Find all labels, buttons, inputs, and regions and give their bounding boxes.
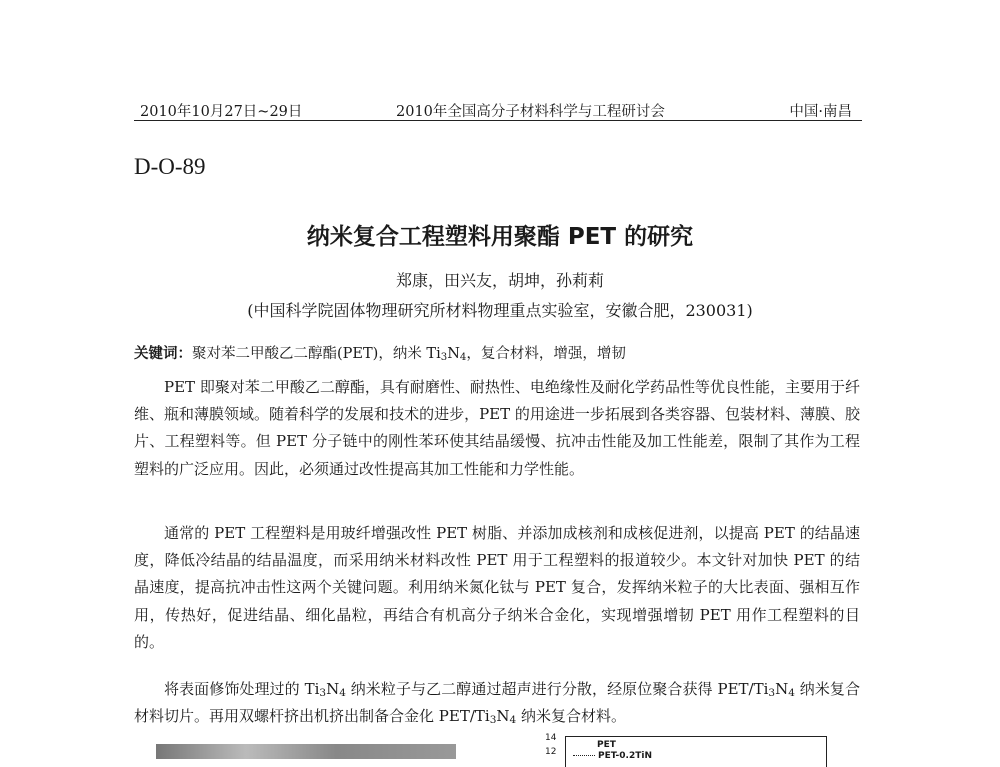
p3-part-b: 纳米粒子与乙二醇通过超声进行分散，经原位聚合获得 PET/Ti (345, 680, 769, 698)
keywords-text-b: ，复合材料，增强，增韧 (466, 346, 626, 362)
paragraph-1: PET 即聚对苯二甲酸乙二醇酯，具有耐磨性、耐热性、电绝缘性及耐化学药品性等优良性能，主要用于纤维、瓶和薄膜领域。随着科学的发展和技术的进步，PET 的用途进一步拓展到各类容器、包装材料、薄膜、胶片、工程塑料等。但 PET 分子链中的刚性苯环使其结晶缓慢、抗冲击性能及加工性能差，限制了其作为工程塑料的广泛应用。因此，必须通过改性提高其加工性能和力学性能。 (134, 378, 860, 478)
running-header (134, 100, 862, 121)
p3-part-d: 纳米复合材料。 (516, 707, 626, 726)
p3-sub-4a: 4 (339, 687, 346, 700)
p3-sub-4b: 4 (788, 687, 795, 700)
paragraph-3 (134, 676, 860, 730)
keywords-text-a: 聚对苯二甲酸乙二醇酯(PET)，纳米 Ti (192, 346, 441, 362)
keywords-sub-3: 3 (440, 352, 448, 364)
p3-part-c: 纳米复合材料切片。再用双螺杆挤出机挤出制备合金化 PET/Ti (134, 680, 860, 726)
p3-sub-3c: 3 (489, 714, 497, 727)
header-conference: 2010年全国高分子材料科学与工程研讨会 (396, 104, 665, 120)
paper-code: D-O-89 (134, 154, 206, 179)
p3-sub-3b: 3 (768, 687, 776, 700)
p3-part-a: 将表面修饰处理过的 Ti (164, 680, 320, 698)
keywords-n: N (447, 346, 460, 362)
paper-title: 纳米复合工程塑料用聚酯 PET 的研究 (306, 224, 694, 250)
figure-tick-12: 12 (545, 747, 557, 757)
authors: 郑康，田兴友，胡坤，孙莉莉 (395, 271, 604, 290)
affiliation: (中国科学院固体物理研究所材料物理重点实验室，安徽合肥，230031) (247, 301, 753, 320)
legend-line (573, 755, 595, 756)
legend-pet-tin: PET-0.2TiN (573, 751, 652, 761)
sem-micrograph-image (156, 744, 456, 759)
figure-tick-14: 14 (545, 733, 557, 743)
p3-sub-4c: 4 (509, 714, 517, 727)
dsc-figure (545, 733, 835, 759)
header-date: 2010年10月27日~29日 (140, 104, 303, 120)
legend-pet: PET (597, 740, 616, 750)
keywords (134, 342, 874, 363)
keywords-sub-4: 4 (459, 352, 467, 364)
p3-n-c: N (496, 707, 510, 726)
p3-n-b: N (775, 680, 789, 698)
p3-sub-3a: 3 (319, 687, 327, 700)
paragraph-2: 通常的 PET 工程塑料是用玻纤增强改性 PET 树脂、并添加成核剂和成核促进剂，以提高 PET 的结晶速度，降低冷结晶的结晶温度，而采用纳米材料改性 PET 用于工程塑料的报道较少。本文针对加快 PET 的结晶速度，提高抗冲击性这两个关键问题。利用纳米氮化钛与 PET 复合，发挥纳米粒子的大比表面、强相互作用，传热好，促进结晶、细化晶粒，再结合有机高分子纳米合金化，实现增强增韧 PET 用作工程塑料的目的。 (134, 524, 860, 651)
keywords-label: 关键词： (134, 346, 192, 362)
header-location: 中国·南昌 (789, 104, 852, 120)
p3-n-a: N (326, 680, 340, 698)
